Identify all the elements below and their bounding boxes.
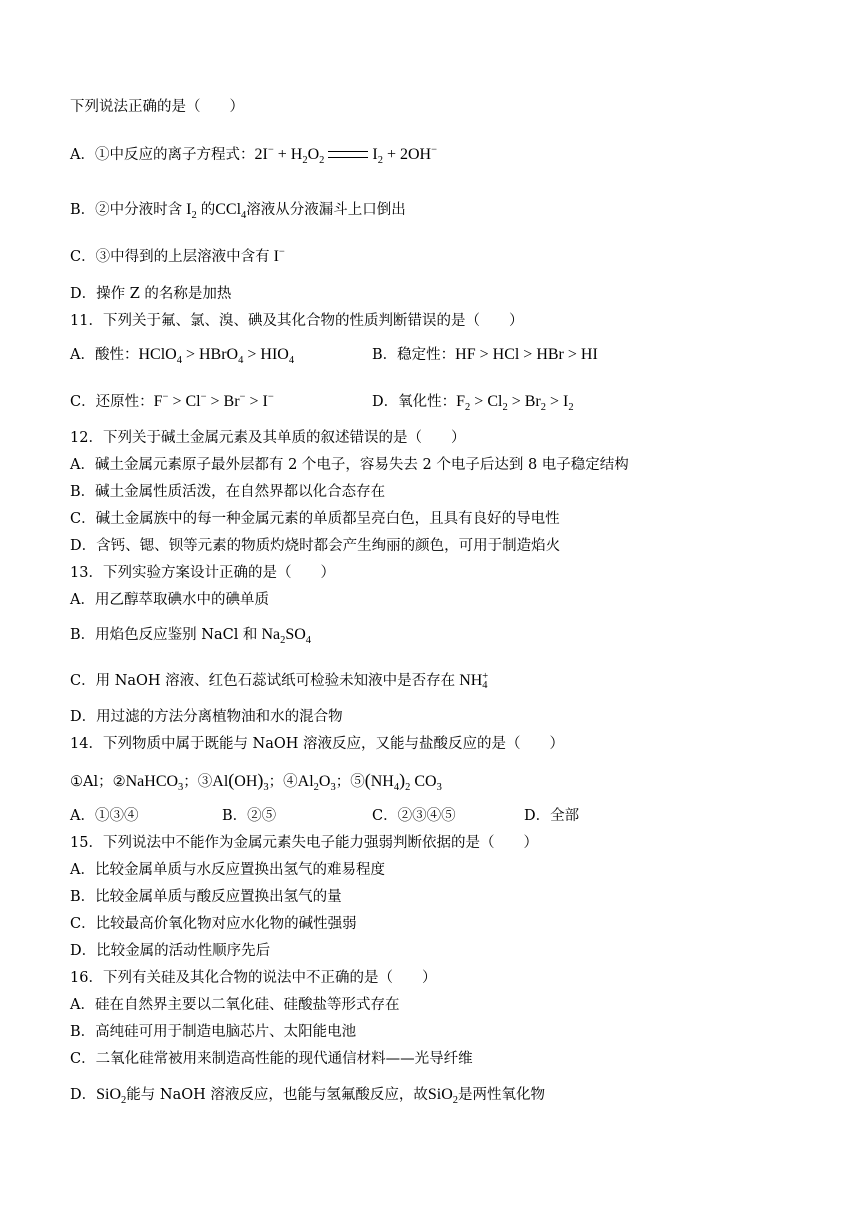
q11-option-b: B．稳定性：HF > HCl > HBr > HI	[372, 346, 598, 363]
q12-option-d: D．含钙、锶、钡等元素的物质灼烧时都会产生绚丽的颜色，可用于制造焰火	[70, 538, 561, 554]
q15-option-d: D．比较金属的活动性顺序先后	[70, 943, 271, 959]
q14-stem: 14．下列物质中属于既能与 NaOH 溶液反应，又能与盐酸反应的是（ ）	[70, 736, 565, 752]
q12-option-b: B．碱土金属性质活泼，在自然界都以化合态存在	[70, 484, 386, 500]
q12-option-a: A．碱土金属元素原子最外层都有 2 个电子，容易失去 2 个电子后达到 8 电子稳定结构	[70, 457, 629, 473]
q11-option-a: A．酸性：HClO$_4$ > HBrO$_4$ > $HIO_4$	[70, 346, 295, 367]
q14-option-c: C．②③④⑤	[372, 808, 456, 824]
q16-option-b: B．高纯硅可用于制造电脑芯片、太阳能电池	[70, 1024, 357, 1040]
intro-stem: 下列说法正确的是（ ）	[70, 99, 244, 115]
q16-option-d: D．SiO$_2$能与 NaOH 溶液反应，也能与氢氟酸反应，故SiO$_2$是两性氧化物	[70, 1086, 546, 1107]
q15-option-a: A．比较金属单质与水反应置换出氢气的难易程度	[70, 862, 385, 878]
q11-stem: 11．下列关于氟、氯、溴、碘及其化合物的性质判断错误的是（ ）	[70, 313, 524, 329]
q12-option-c: C．碱土金属族中的每一种金属元素的单质都呈亮白色，且具有良好的导电性	[70, 511, 560, 527]
q13-stem: 13．下列实验方案设计正确的是（ ）	[70, 565, 335, 581]
q12-stem: 12．下列关于碱土金属元素及其单质的叙述错误的是（ ）	[70, 430, 466, 446]
q15-option-b: B．比较金属单质与酸反应置换出氢气的量	[70, 889, 342, 905]
q14-substance-list: ①Al；②NaHCO$_3$；$③Al(OH)_3$；$④Al_2O_3$；$⑤(NH_4)_2$ $CO_3$	[70, 770, 442, 794]
q10-option-a: A．①中反应的离子方程式：$2I^- + H_2O_2$ $I_2 + 2OH^-$	[70, 144, 438, 167]
q13-option-b: B．用焰色反应鉴别 NaCl 和 $Na_2SO_4$	[70, 626, 312, 647]
q16-option-a: A．硅在自然界主要以二氧化硅、硅酸盐等形式存在	[70, 997, 400, 1013]
q14-option-b: B．②⑤	[222, 808, 277, 824]
q15-option-c: C．比较最高价氧化物对应水化物的碱性强弱	[70, 916, 357, 932]
q16-stem: 16．下列有关硅及其化合物的说法中不正确的是（ ）	[70, 970, 437, 986]
q16-option-c: C．二氧化硅常被用来制造高性能的现代通信材料——光导纤维	[70, 1051, 473, 1067]
q11-option-d: D．氧化性：$F_2 > Cl_2 > Br_2 > I_2$	[372, 393, 574, 414]
q10-option-d: D．操作 Z 的名称是加热	[70, 286, 232, 302]
q10-option-b: B．②中分液时含 $I_2$ 的CCl$_4$溶液从分液漏斗上口倒出	[70, 201, 406, 222]
q13-option-c: C．用 NaOH 溶液、红色石蕊试纸可检验未知液中是否存在 NH + 4	[70, 671, 489, 692]
q11-option-c: C．还原性：F− > Cl− > Br− > I−	[70, 391, 274, 410]
q14-option-d: D．全部	[524, 808, 580, 824]
q14-option-a: A．①③④	[70, 808, 139, 824]
q13-option-d: D．用过滤的方法分离植物油和水的混合物	[70, 709, 343, 725]
q15-stem: 15．下列说法中不能作为金属元素失电子能力强弱判断依据的是（ ）	[70, 835, 538, 851]
q10-option-c: C．③中得到的上层溶液中含有 I−	[70, 246, 285, 265]
q13-option-a: A．用乙醇萃取碘水中的碘单质	[70, 592, 269, 608]
